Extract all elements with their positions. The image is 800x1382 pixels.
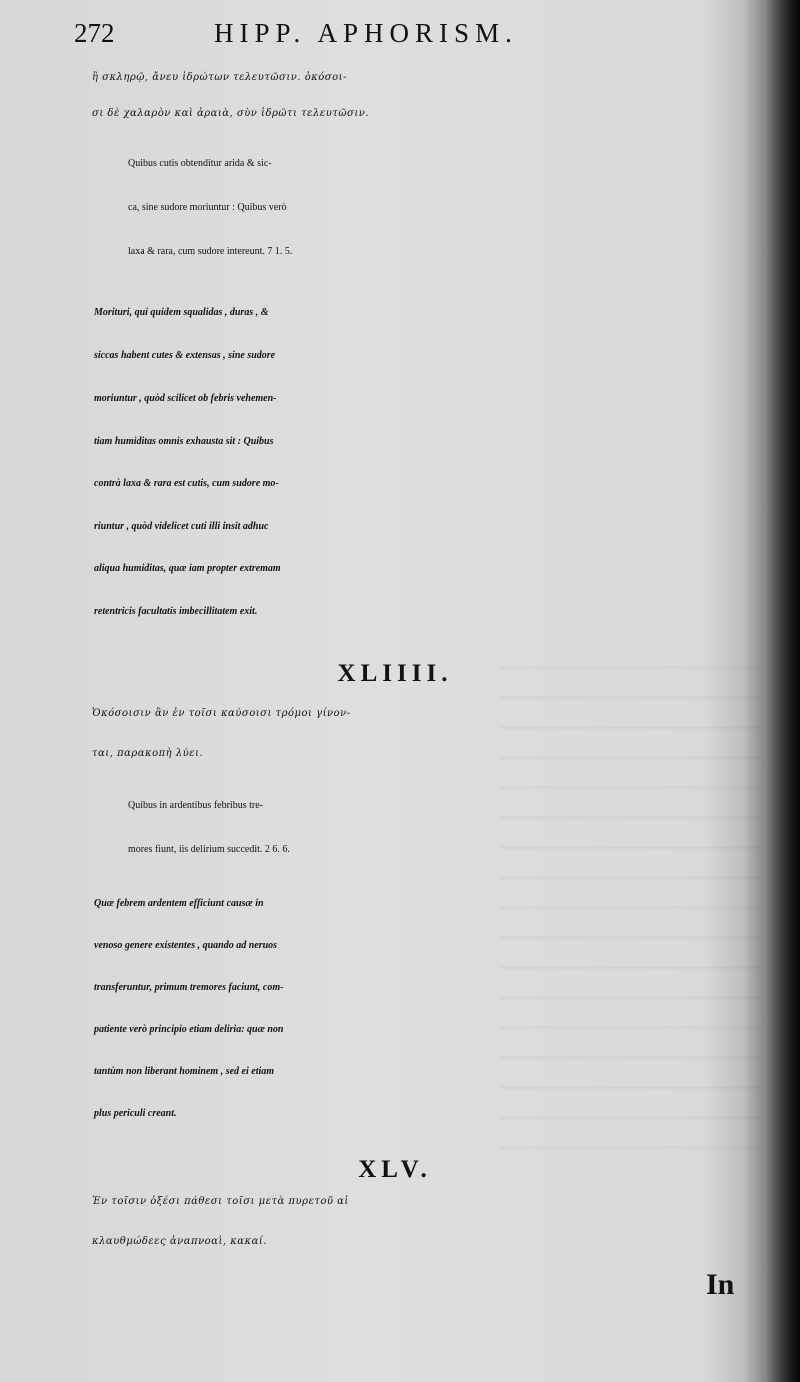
greek-text-line: σι δὲ χαλαρὸν καὶ ἀραιὰ, σὺν ἱδρῶτι τελευτῶσιν. [92,108,370,119]
greek-text-line: Ἐν τοῖσιν ὀξέσι πάθεσι τοῖσι μετὰ πυρετοῦ αἱ [92,1196,349,1207]
aphorism-text-line: mores fiunt, iis delirium succedit. 2 6. 6. [128,844,290,855]
commentary-text-line: tantùm non liberant hominem , sed ei etiam [94,1066,275,1077]
page-edge-shadow [766,0,800,1382]
aphorism-text-line: Quibus in ardentibus febribus tre- [128,800,263,811]
catchword: In [706,1268,735,1301]
section-number: XLIIII. [337,660,453,687]
commentary-text-line: Morituri, qui quidem squalidas , duras , & [94,307,269,318]
commentary-text-line: plus periculi creant. [94,1108,177,1119]
commentary-text-line: riuntur , quòd videlicet cuti illi insit adhuc [94,521,269,532]
greek-text-line: ἢ σκληρῷ, ἄνευ ἱδρώτων τελευτῶσιν. ὁκόσοι- [92,72,347,83]
commentary-text-line: moriuntur , quòd scilicet ob febris vehemen- [94,393,277,404]
page-number: 272 [74,18,115,48]
commentary-text-line: tiam humiditas omnis exhausta sit : Quibus [94,436,274,447]
commentary-text-line: venoso genere existentes , quando ad neruos [94,940,278,951]
aphorism-text-line: Quibus cutis obtenditur arida & sic- [128,158,272,169]
greek-text-line: κλαυθμώδεες ἀναπνοαὶ, κακαί. [92,1236,267,1247]
commentary-text-line: aliqua humiditas, quæ iam propter extremam [94,563,281,574]
commentary-text-line: transferuntur, primum tremores faciunt, com- [94,982,284,993]
section-number: XLV. [358,1156,432,1183]
commentary-text-line: contrà laxa & rara est cutis, cum sudore mo- [94,478,279,489]
aphorism-text-line: ca, sine sudore moriuntur : Quibus verò [128,202,287,213]
page-header [74,18,734,54]
greek-text-line: ται, παρακοπὴ λύει. [92,748,204,759]
aphorism-text-line: laxa & rara, cum sudore intereunt. 7 1. 5. [128,246,293,257]
greek-text-line: Ὁκόσοισιν ἂν ἐν τοῖσι καύσοισι τρόμοι γίνον- [92,708,351,719]
commentary-text-line: retentricis facultatis imbecillitatem exit. [94,606,258,617]
commentary-text-line: Quæ febrem ardentem efficiunt causæ in [94,898,264,909]
commentary-text-line: patiente verò principio etiam deliria: quæ non [94,1024,284,1035]
running-head: HIPP. APHORISM. [214,18,518,48]
commentary-text-line: siccas habent cutes & extensas , sine sudore [94,350,276,361]
